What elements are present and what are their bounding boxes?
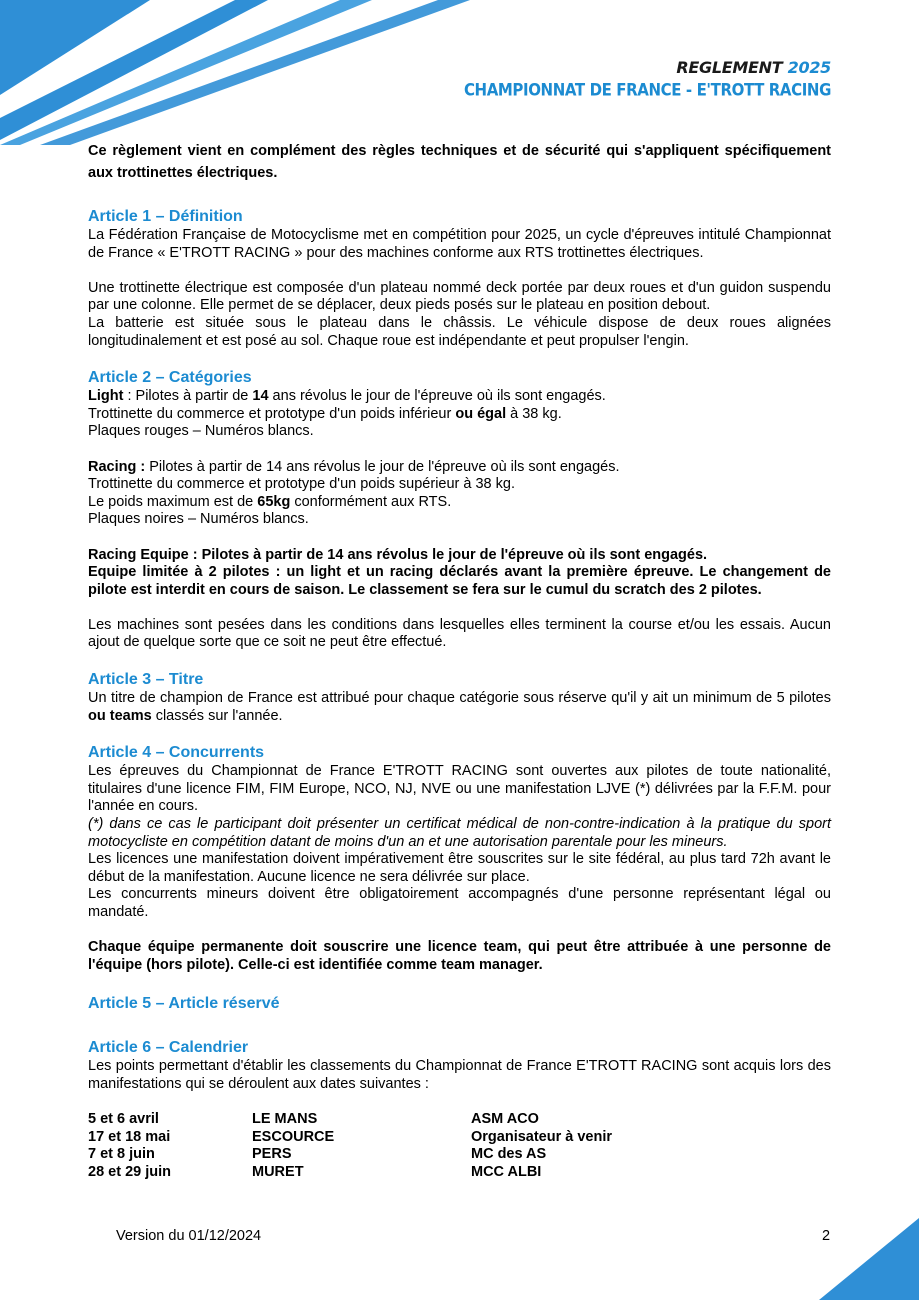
light-line-1: Light : Pilotes à partir de 14 ans révolus le jour de l'épreuve où ils sont engagés. — [88, 388, 606, 405]
event-date: 5 et 6 avril — [88, 1111, 159, 1128]
racing-line-1: Racing : Pilotes à partir de 14 ans révolus le jour de l'épreuve où ils sont engagés. — [88, 458, 620, 475]
event-organizer: Organisateur à venir — [471, 1128, 613, 1145]
article-1-p1: La Fédération Française de Motocyclisme met en compétition pour 2025, un cycle d'épreuves intitulé Championnat de France « E'TROTT RACING » pour des machines conforme aux RTS trottinettes électriques. — [88, 227, 831, 261]
light-line-3: Plaques rouges – Numéros blancs. — [88, 423, 314, 440]
article-4-p5: Chaque équipe permanente doit souscrire une licence team, qui peut être attribuée à une personne de l'équipe (hors pilote). Celle-ci est identifiée comme team manager. — [88, 939, 831, 973]
racing-line-4: Plaques noires – Numéros blancs. — [88, 511, 309, 528]
racing-line-2: Trottinette du commerce et prototype d'un poids supérieur à 38 kg. — [88, 476, 515, 493]
table-row — [88, 1146, 612, 1164]
table-row — [88, 1129, 612, 1147]
event-place: PERS — [252, 1146, 292, 1163]
article-4-p4: Les concurrents mineurs doivent être obligatoirement accompagnés d'une personne représentant légal ou mandaté. — [88, 886, 831, 920]
article-2-title: Article 2 – Catégories — [88, 369, 252, 387]
article-4-p1: Les épreuves du Championnat de France E'TROTT RACING sont ouvertes aux pilotes de toute nationalité, titulaires d'une licence FIM, FIM Europe, NCO, NJ, NVE ou une manifestation LJVE (*) délivrées par la F.F.M. pour l'année en cours. — [88, 763, 831, 815]
calendar-table — [88, 1111, 612, 1181]
event-date: 28 et 29 juin — [88, 1163, 172, 1180]
article-6-p1: Les points permettant d'établir les classements du Championnat de France E'TROTT RACING sont acquis lors des manifestations qui se déroulent aux dates suivantes : — [88, 1058, 831, 1092]
header-title: REGLEMENT 2025 — [676, 58, 831, 77]
event-place: LE MANS — [252, 1111, 318, 1128]
article-4-p3: Les licences une manifestation doivent impérativement être souscrites sur le site fédéral, au plus tard 72h avant le début de la manifestation. Aucune licence ne sera délivrée sur place. — [88, 851, 831, 885]
event-organizer: ASM ACO — [471, 1111, 539, 1128]
weigh-paragraph: Les machines sont pesées dans les conditions dans lesquelles elles terminent la course et/ou les essais. Aucun ajout de quelque sorte que ce soit ne peut être effectué. — [88, 616, 831, 651]
footer-version: Version du 01/12/2024 — [116, 1228, 262, 1244]
page-number: 2 — [822, 1228, 831, 1244]
document-header — [464, 57, 831, 101]
table-row — [88, 1111, 612, 1129]
event-organizer: MCC ALBI — [471, 1163, 542, 1180]
header-subtitle: CHAMPIONNAT DE FRANCE - E'TROTT RACING — [463, 80, 831, 100]
equipe-line-2: Equipe limitée à 2 pilotes : un light et un racing déclarés avant la première épreuve. Le changement de pilote est interdit en cours de saison. Le classement se fera sur le cumul du scratch des 2 pilotes. — [88, 564, 831, 598]
article-4-title: Article 4 – Concurrents — [88, 744, 265, 762]
intro-paragraph: Ce règlement vient en complément des règles techniques et de sécurité qui s'appliquent spécifiquement aux trottinettes électriques. — [88, 143, 831, 181]
article-1-title: Article 1 – Définition — [88, 208, 243, 225]
event-place: ESCOURCE — [252, 1128, 335, 1145]
event-place: MURET — [252, 1163, 304, 1180]
light-line-2: Trottinette du commerce et prototype d'un poids inférieur ou égal à 38 kg. — [88, 405, 562, 422]
article-6-title: Article 6 – Calendrier — [88, 1039, 249, 1057]
article-1-p2a: Une trottinette électrique est composée d'un plateau nommé deck portée par deux roues et d'un guidon suspendu par une colonne. Elle permet de se déplacer, deux pieds posés sur le plateau en position debout. — [88, 279, 831, 314]
article-4-p2: (*) dans ce cas le participant doit présenter un certificat médical de non-contre-indication à la pratique du sport motocycliste en compétition datant de moins d'un an et une autorisation parentale pour les mineurs. — [88, 816, 831, 850]
event-date: 7 et 8 juin — [88, 1146, 155, 1163]
corner-stripes-top-left — [0, 0, 480, 145]
racing-line-3: Le poids maximum est de 65kg conformément aux RTS. — [88, 493, 452, 510]
table-row — [88, 1164, 612, 1182]
article-3-p1: Un titre de champion de France est attribué pour chaque catégorie sous réserve qu'il y ait un minimum de 5 pilotes ou teams classés sur l'année. — [88, 690, 831, 724]
article-5-title: Article 5 – Article réservé — [88, 995, 280, 1013]
event-date: 17 et 18 mai — [88, 1128, 171, 1145]
document-body — [88, 140, 831, 1182]
equipe-line-1: Racing Equipe : Pilotes à partir de 14 ans révolus le jour de l'épreuve où ils sont engagés. — [88, 546, 708, 563]
event-organizer: MC des AS — [471, 1146, 547, 1163]
corner-triangle-bottom-right — [819, 1218, 919, 1300]
article-1-p2b: La batterie est située sous le plateau dans le châssis. Le véhicule dispose de deux roues alignées longitudinalement et est posé au sol. Chaque roue est indépendante et peut propulser l'engin. — [88, 314, 831, 349]
article-3-title: Article 3 – Titre — [88, 671, 204, 689]
